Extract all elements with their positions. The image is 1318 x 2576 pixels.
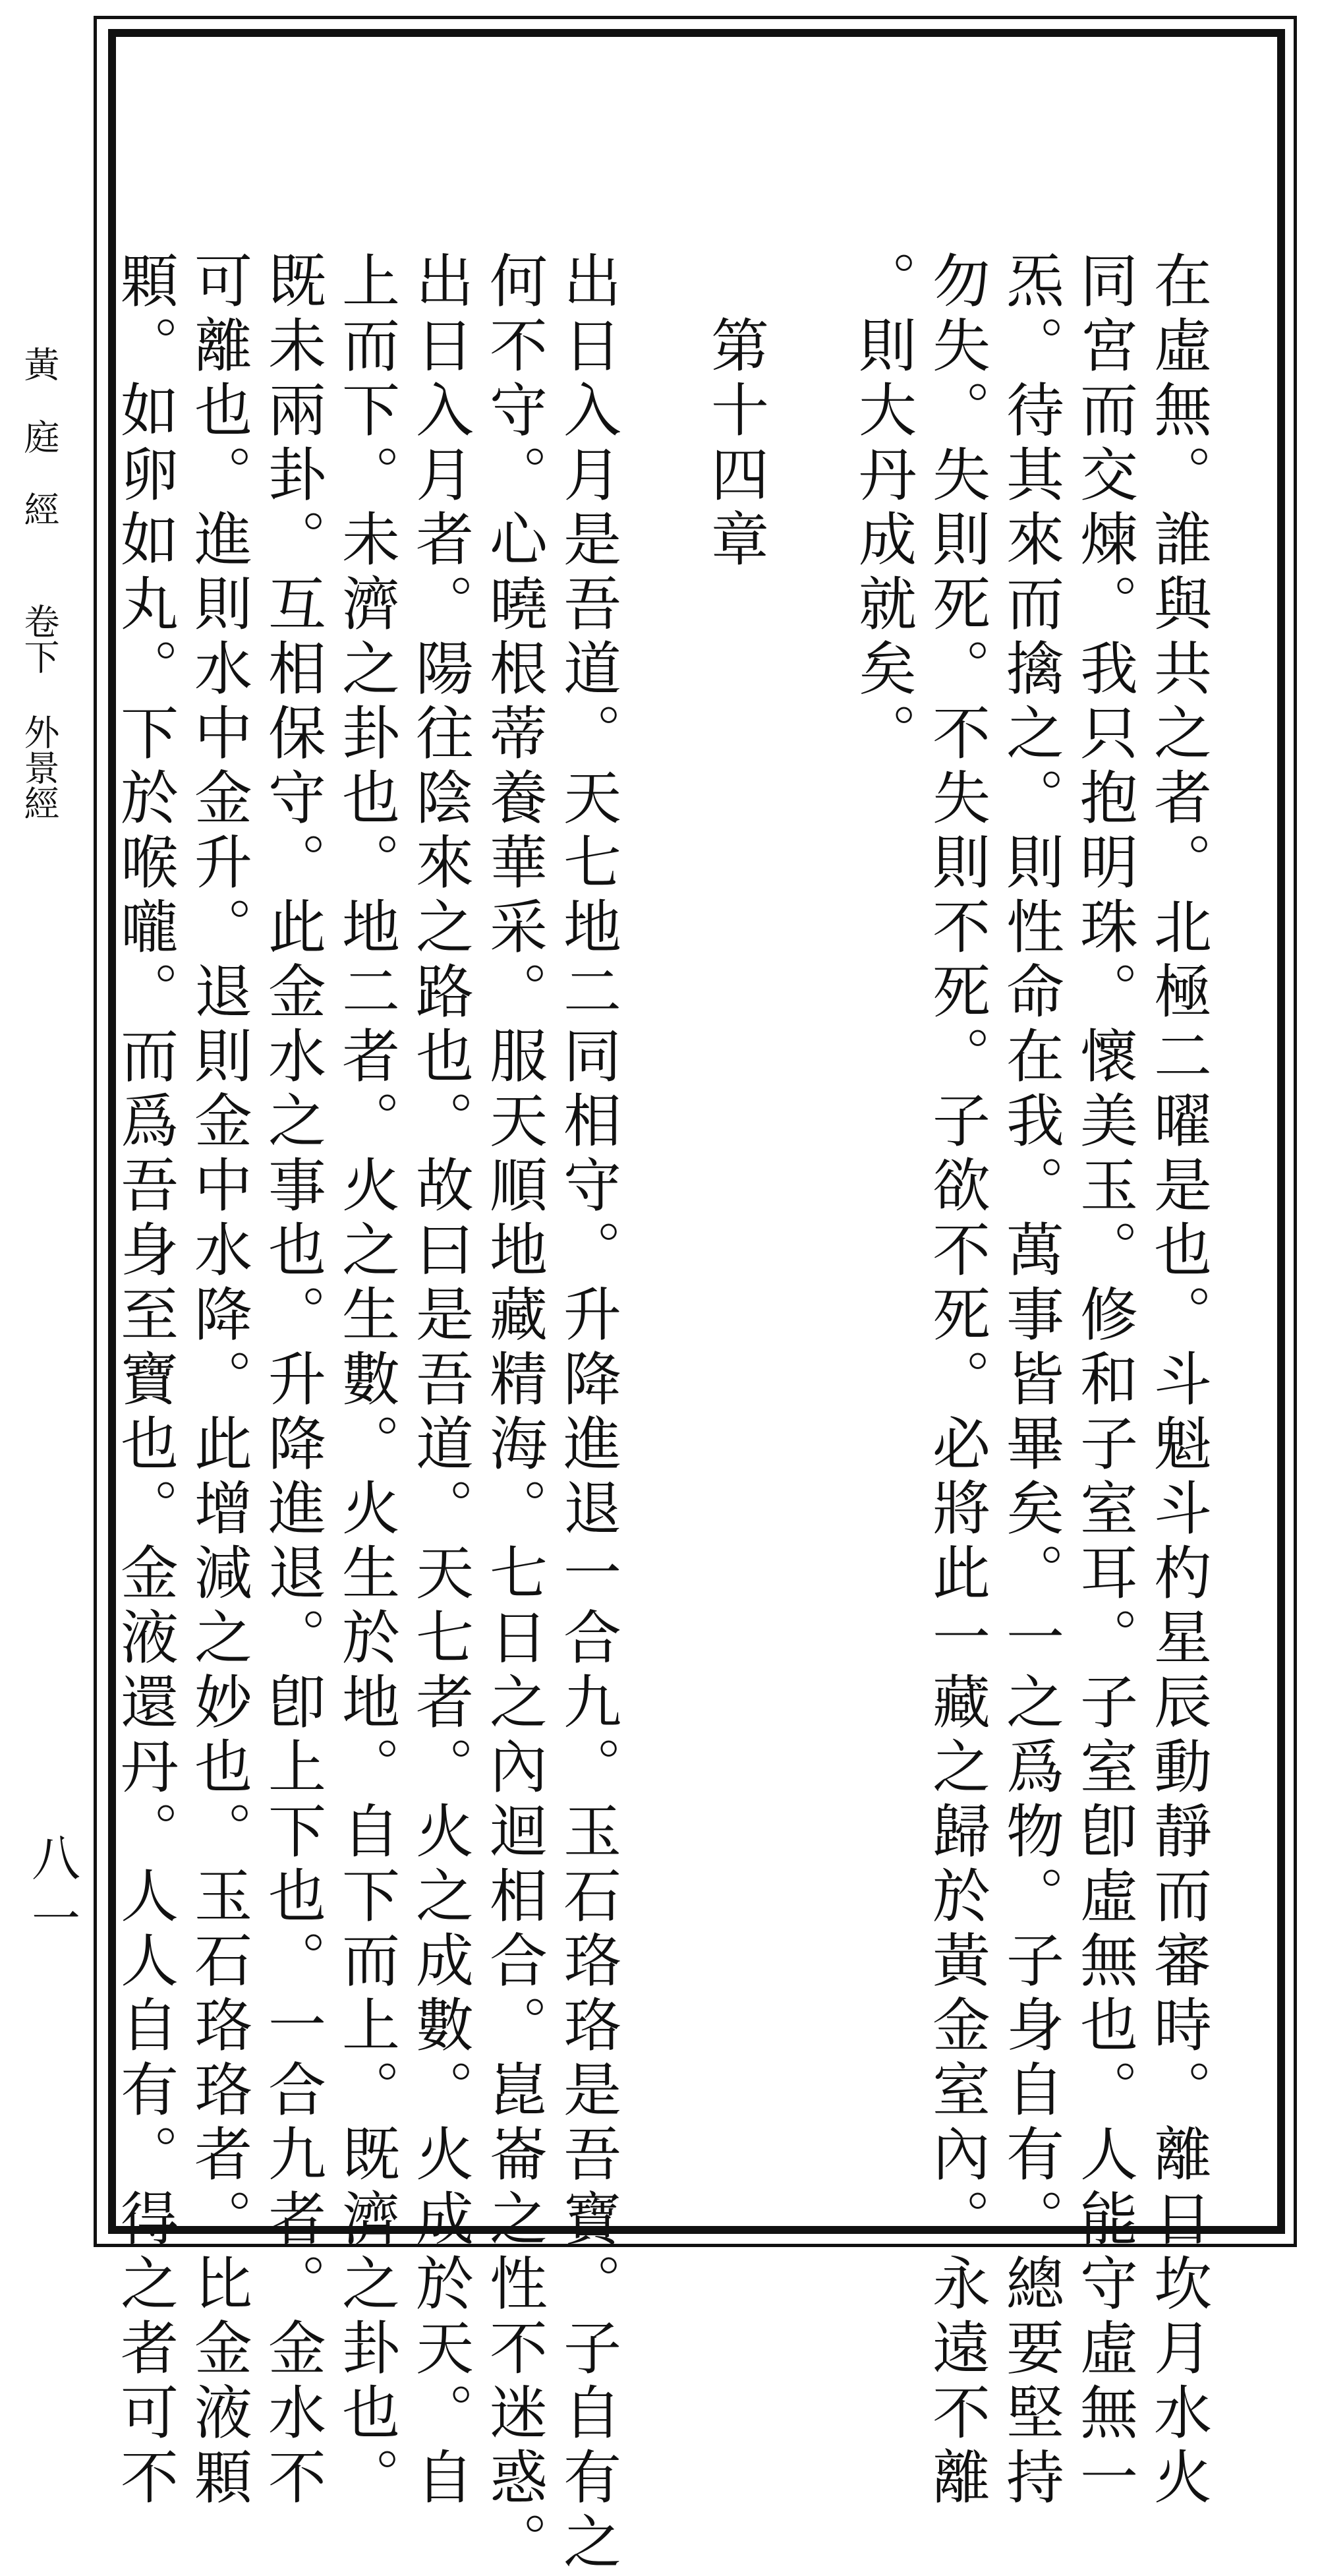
text-column: 同宮而交煉。我只抱明珠。懷美玉。修和子室耳。子室卽虛無也。人能守虛無一: [1071, 250, 1139, 2511]
text-column: 炁。待其來而擒之。則性命在我。萬事皆畢矣。一之爲物。子身自有。總要堅持: [997, 250, 1065, 2511]
text-column: 勿失。失則死。不失則不死。子欲不死。必將此一藏之歸於黃金室內。永遠不離: [923, 250, 991, 2511]
text-column: 出日入月者。陽往陰來之路也。故曰是吾道。天七者。火之成數。火成於天。自: [407, 250, 474, 2511]
text-column: 何不守。心曉根蒂養華采。服天順地藏精海。七日之內迴相合。崑崙之性不迷惑。: [480, 250, 548, 2576]
text-column: 可離也。進則水中金升。退則金中水降。此增減之妙也。玉石珞珞者。比金液顆: [185, 250, 253, 2511]
text-column: 既未兩卦。互相保守。此金水之事也。升降進退。卽上下也。一合九者。金水不: [259, 250, 327, 2511]
main-text: [100, 250, 1213, 2576]
volume-label: 卷下: [18, 603, 60, 674]
text-column: 在虛無。誰與共之者。北極二曜是也。斗魁斗杓星辰動靜而審時。離日坎月水火: [1145, 250, 1213, 2511]
text-column: 顆。如卵如丸。下於喉嚨。而爲吾身至寶也。金液還丹。人人自有。得之者可不: [111, 250, 179, 2511]
section-label: 外景經: [18, 714, 60, 821]
text-column: 。則大丹成就矣。: [849, 250, 917, 767]
text-column: 出日入月是吾道。天七地二同相守。升降進退一合九。玉石珞珞是吾寶。子自有之: [554, 250, 622, 2576]
page-number: 八一: [24, 1832, 80, 1954]
running-title: [18, 346, 60, 821]
chapter-heading: 第十四章: [702, 250, 770, 573]
text-column: 上而下。未濟之卦也。地二者。火之生數。火生於地。自下而上。既濟之卦也。: [333, 250, 401, 2511]
book-title: 黃庭經: [18, 346, 60, 564]
